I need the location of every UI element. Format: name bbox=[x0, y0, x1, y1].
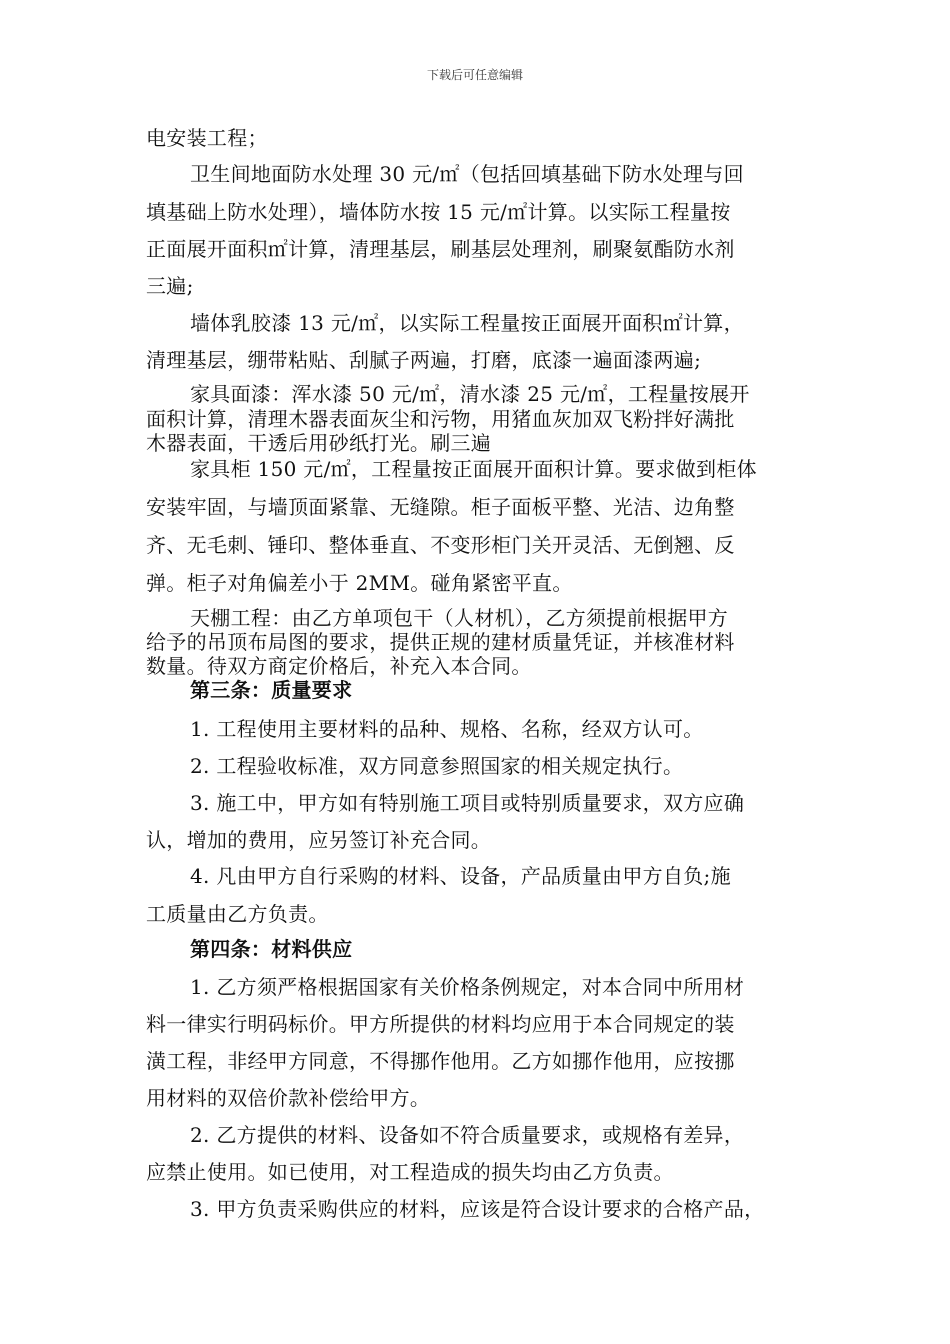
text-line: 1. 工程使用主要材料的品种、规格、名称，经双方认可。 bbox=[190, 717, 704, 741]
text-line: 三遍; bbox=[146, 274, 194, 298]
text-line: 2. 乙方提供的材料、设备如不符合质量要求，或规格有差异， bbox=[190, 1123, 745, 1147]
text-line: 料一律实行明码标价。甲方所提供的材料均应用于本合同规定的装 bbox=[146, 1012, 735, 1036]
text-line: 1. 乙方须严格根据国家有关价格条例规定，对本合同中所用材 bbox=[190, 975, 745, 999]
text-line: 卫生间地面防水处理 30 元/㎡（包括回填基础下防水处理与回 bbox=[190, 162, 744, 186]
text-line: 填基础上防水处理），墙体防水按 15 元/㎡计算。以实际工程量按 bbox=[146, 200, 731, 224]
text-line: 认，增加的费用，应另签订补充合同。 bbox=[146, 828, 492, 852]
text-line: 给予的吊顶布局图的要求，提供正规的建材质量凭证，并核准材料 bbox=[146, 630, 735, 654]
text-line: 工质量由乙方负责。 bbox=[146, 902, 329, 926]
text-line: 电安装工程； bbox=[146, 126, 268, 150]
text-line: 木器表面，干透后用砂纸打光。刷三遍 bbox=[146, 431, 492, 455]
text-line: 家具面漆：浑水漆 50 元/㎡，清水漆 25 元/㎡，工程量按展开 bbox=[190, 382, 750, 406]
section-heading: 第三条：质量要求 bbox=[190, 678, 353, 702]
text-line: 安装牢固，与墙顶面紧靠、无缝隙。柜子面板平整、光洁、边角整 bbox=[146, 495, 735, 519]
text-line: 应禁止使用。如已使用，对工程造成的损失均由乙方负责。 bbox=[146, 1160, 674, 1184]
text-line: 弹。柜子对角偏差小于 2MM。碰角紧密平直。 bbox=[146, 571, 573, 595]
text-line: 天棚工程：由乙方单项包干（人材机），乙方须提前根据甲方 bbox=[190, 606, 729, 630]
text-line: 数量。待双方商定价格后，补充入本合同。 bbox=[146, 654, 532, 678]
text-line: 3. 甲方负责采购供应的材料，应该是符合设计要求的合格产品， bbox=[190, 1197, 765, 1221]
page-header: 下载后可任意编辑 bbox=[426, 68, 523, 82]
text-line: 墙体乳胶漆 13 元/㎡，以实际工程量按正面展开面积㎡计算， bbox=[190, 311, 744, 335]
text-line: 3. 施工中，甲方如有特别施工项目或特别质量要求，双方应确 bbox=[190, 791, 745, 815]
text-line: 2. 工程验收标准，双方同意参照国家的相关规定执行。 bbox=[190, 754, 684, 778]
text-line: 4. 凡由甲方自行采购的材料、设备，产品质量由甲方自负;施 bbox=[190, 864, 731, 888]
text-line: 清理基层，绷带粘贴、刮腻子两遍，打磨，底漆一遍面漆两遍; bbox=[146, 348, 702, 372]
text-line: 正面展开面积㎡计算，清理基层，刷基层处理剂，刷聚氨酯防水剂 bbox=[146, 237, 735, 261]
text-line: 齐、无毛刺、锤印、整体垂直、不变形柜门关开灵活、无倒翘、反 bbox=[146, 533, 735, 557]
text-line: 家具柜 150 元/㎡，工程量按正面展开面积计算。要求做到柜体 bbox=[190, 457, 757, 481]
text-line: 用材料的双倍价款补偿给甲方。 bbox=[146, 1086, 431, 1110]
text-line: 潢工程，非经甲方同意，不得挪作他用。乙方如挪作他用，应按挪 bbox=[146, 1049, 735, 1073]
section-heading: 第四条：材料供应 bbox=[190, 937, 353, 961]
text-line: 面积计算，清理木器表面灰尘和污物，用猪血灰加双飞粉拌好满批 bbox=[146, 407, 735, 431]
